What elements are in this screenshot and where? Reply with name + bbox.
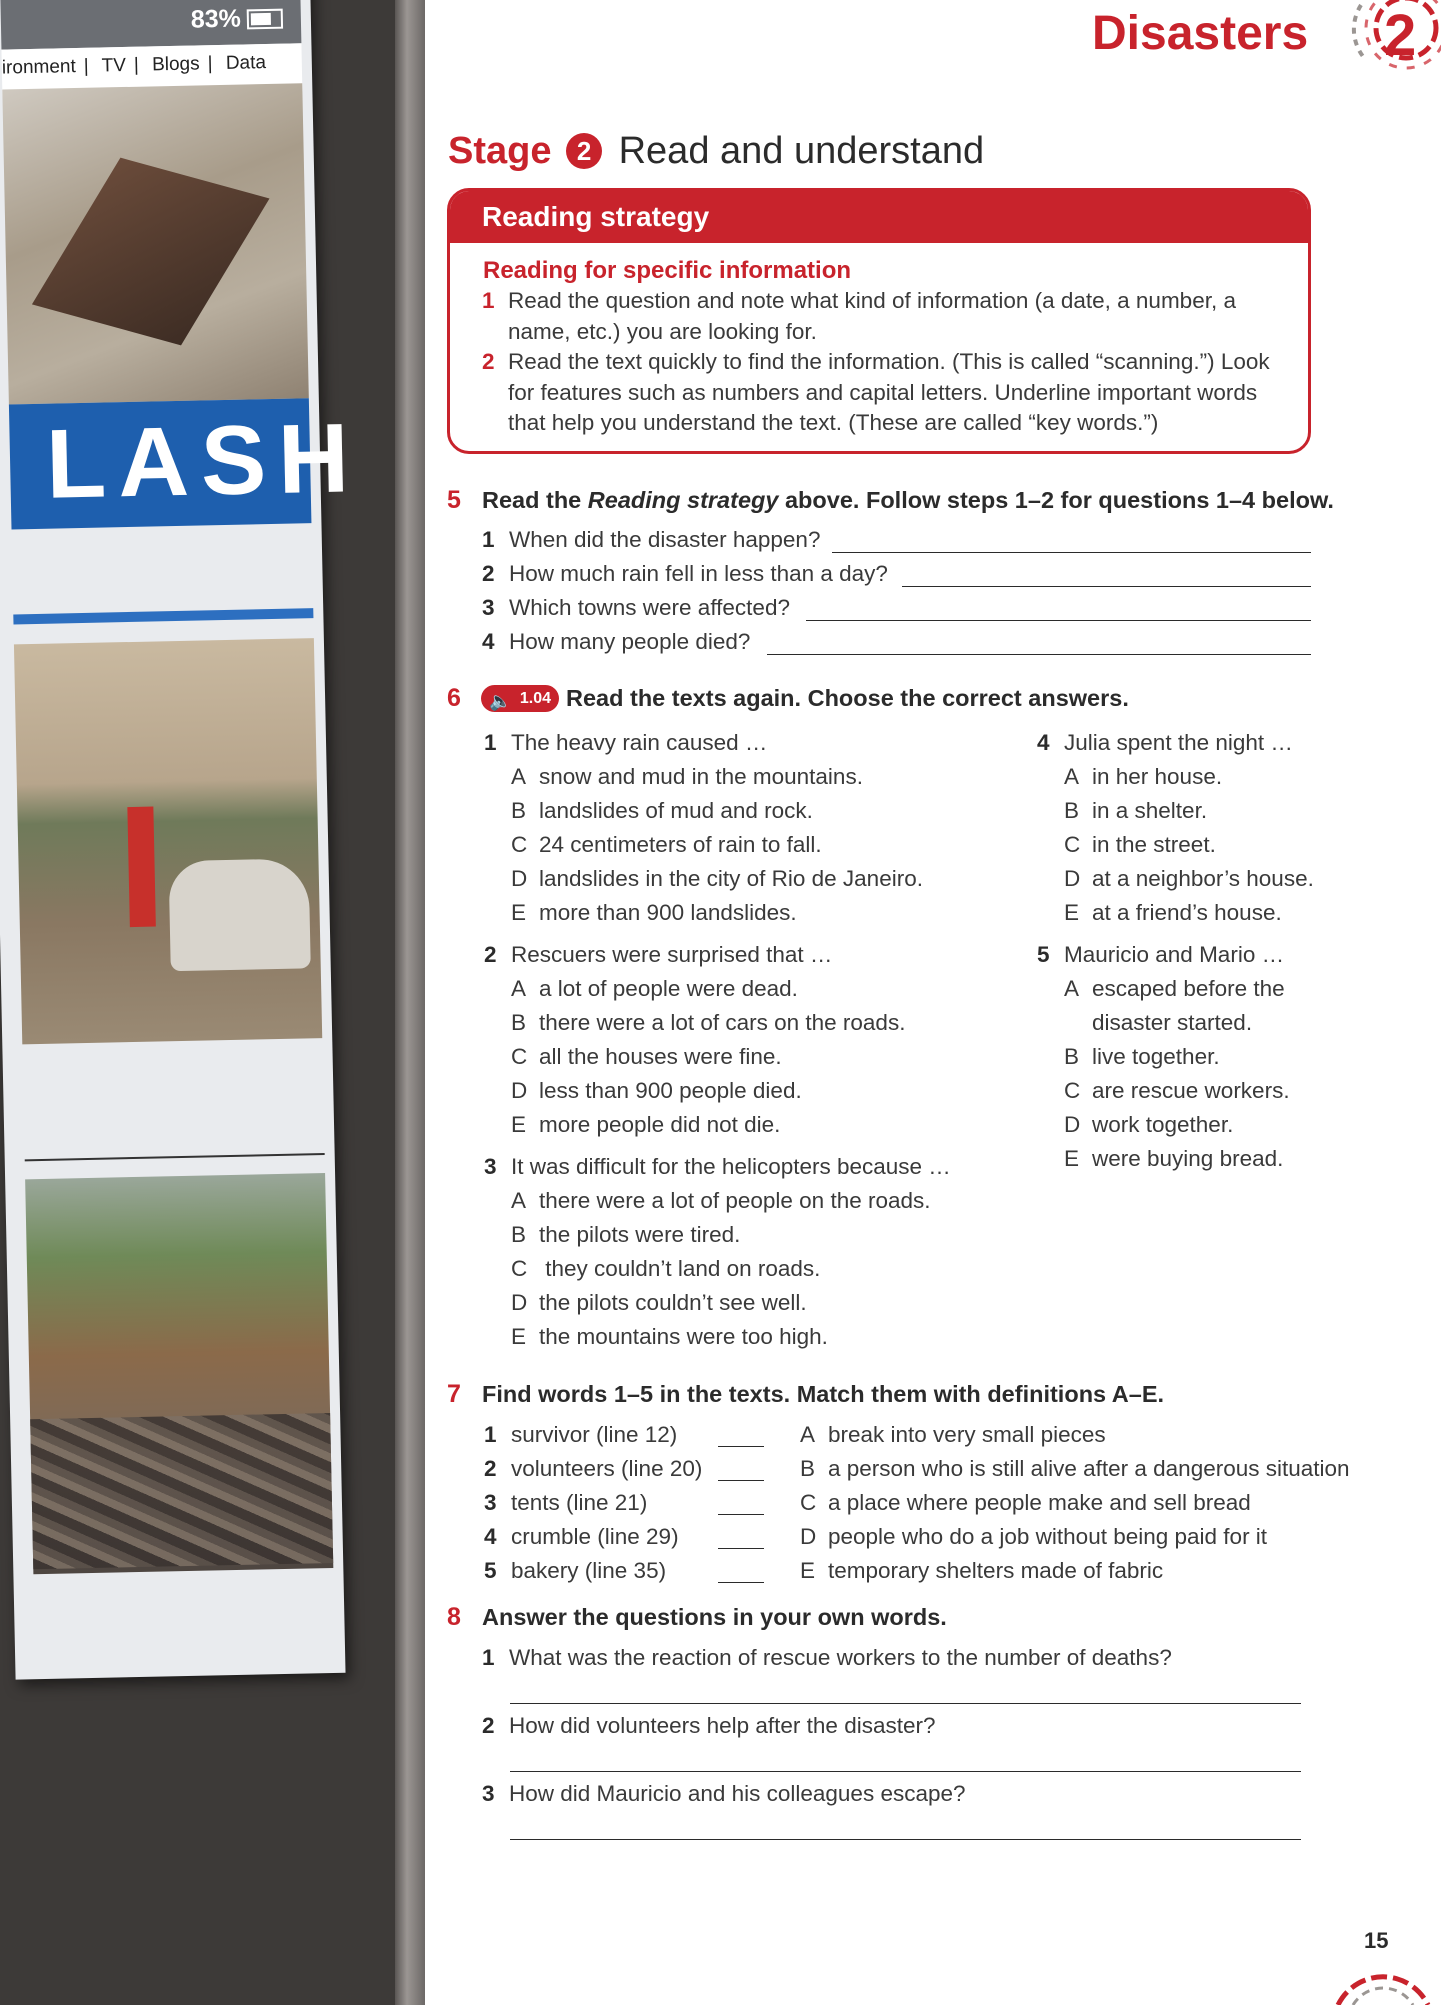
word-number: 4 xyxy=(484,1524,497,1549)
answer-option[interactable] xyxy=(511,900,797,926)
answer-option[interactable] xyxy=(1064,1112,1233,1138)
option-text: a lot of people were dead. xyxy=(539,976,798,1001)
word-text: survivor (line 12) xyxy=(511,1422,678,1447)
answer-option[interactable] xyxy=(1064,1010,1252,1036)
option-letter: B xyxy=(1064,1044,1080,1069)
answer-option[interactable] xyxy=(1064,900,1282,926)
answer-option[interactable] xyxy=(511,798,813,824)
answer-option[interactable] xyxy=(511,832,822,858)
question-number: 3 xyxy=(482,1781,495,1806)
battery-level: 83% xyxy=(190,4,242,34)
option-letter: C xyxy=(511,832,528,857)
option-letter: D xyxy=(1064,1112,1081,1137)
strategy-subtitle: Reading for specific information xyxy=(483,257,852,284)
option-text: the pilots were tired. xyxy=(539,1222,741,1247)
option-text: 24 centimeters of rain to fall. xyxy=(539,832,822,857)
question-number: 4 xyxy=(482,629,495,654)
option-letter: E xyxy=(511,900,527,925)
answer-option[interactable] xyxy=(1064,1044,1220,1070)
option-letter: E xyxy=(511,1324,527,1349)
answer-option[interactable] xyxy=(511,1222,740,1248)
exercise-number: 5 xyxy=(447,486,461,514)
question-text: Julia spent the night … xyxy=(1064,730,1293,755)
answer-option[interactable] xyxy=(511,1188,931,1214)
answer-option[interactable] xyxy=(1064,798,1207,824)
definition-letter: D xyxy=(800,1524,817,1549)
flooded-house-photo xyxy=(2,83,309,404)
match-definition xyxy=(800,1524,1267,1550)
option-letter: A xyxy=(511,764,527,789)
option-letter: E xyxy=(1064,1146,1080,1171)
question-text: The heavy rain caused … xyxy=(511,730,768,755)
answer-option[interactable] xyxy=(1064,976,1285,1002)
match-answer-blank[interactable] xyxy=(718,1446,764,1447)
answer-option[interactable] xyxy=(511,1290,807,1316)
match-definition xyxy=(800,1558,1163,1584)
option-letter: A xyxy=(511,976,527,1001)
answer-line[interactable] xyxy=(832,552,1311,553)
question-row xyxy=(482,527,820,553)
option-text: landslides of mud and rock. xyxy=(539,798,813,823)
option-text: are rescue workers. xyxy=(1092,1078,1290,1103)
exercise-number: 8 xyxy=(447,1603,461,1631)
question-number: 1 xyxy=(482,527,495,552)
stage-label: Stage xyxy=(448,130,552,172)
match-definition xyxy=(800,1422,1106,1448)
answer-line[interactable] xyxy=(510,1771,1301,1772)
match-answer-blank[interactable] xyxy=(718,1514,764,1515)
option-text: live together. xyxy=(1092,1044,1220,1069)
banner-text: LASH xyxy=(44,402,363,519)
question-number: 1 xyxy=(484,730,497,755)
answer-option[interactable] xyxy=(511,976,798,1002)
word-number: 1 xyxy=(484,1422,497,1447)
match-word xyxy=(484,1456,702,1482)
answer-option[interactable] xyxy=(511,866,923,892)
option-letter: C xyxy=(1064,832,1081,857)
question-number: 2 xyxy=(482,561,495,586)
definition-text: temporary shelters made of fabric xyxy=(828,1558,1164,1583)
question-row xyxy=(482,561,888,587)
option-letter: A xyxy=(1064,764,1080,789)
option-text: landslides in the city of Rio de Janeiro. xyxy=(539,866,923,891)
question-text: Rescuers were surprised that … xyxy=(511,942,833,967)
magazine-nav: ironment | TV | Blogs | Data xyxy=(1,43,302,97)
answer-option[interactable] xyxy=(511,1112,780,1138)
question-number: 5 xyxy=(1037,942,1050,967)
question-number: 2 xyxy=(484,942,497,967)
question-number: 3 xyxy=(482,595,495,620)
answer-option[interactable] xyxy=(1064,832,1216,858)
option-text: disaster started. xyxy=(1092,1010,1253,1035)
answer-line[interactable] xyxy=(510,1839,1301,1840)
unit-number: 2 xyxy=(1384,3,1417,68)
exercise-number: 6 xyxy=(447,684,461,712)
question-row xyxy=(482,1781,966,1807)
strategy-title: Reading strategy xyxy=(450,191,1308,243)
question-number: 2 xyxy=(482,1713,495,1738)
question-row xyxy=(482,595,790,621)
answer-line[interactable] xyxy=(902,586,1311,587)
word-number: 2 xyxy=(484,1456,497,1481)
option-letter: B xyxy=(511,1010,527,1035)
option-letter: B xyxy=(511,798,527,823)
nav-item: Blogs xyxy=(151,53,200,76)
answer-option[interactable] xyxy=(1064,764,1222,790)
book-spine xyxy=(395,0,425,2005)
unit-title: Disasters xyxy=(1092,7,1309,60)
question-stem xyxy=(1037,942,1284,968)
option-letter: C xyxy=(1064,1078,1081,1103)
tablet-status-bar xyxy=(0,0,301,50)
definition-letter: A xyxy=(800,1422,816,1447)
answer-option[interactable] xyxy=(1064,866,1314,892)
answer-option[interactable] xyxy=(511,1078,802,1104)
option-text: at a friend’s house. xyxy=(1092,900,1282,925)
question-row xyxy=(482,1713,936,1739)
exercise-instruction: Find words 1–5 in the texts. Match them with definitions A–E. xyxy=(482,1381,1165,1407)
question-text: How much rain fell in less than a day? xyxy=(509,561,888,586)
option-text: the mountains were too high. xyxy=(539,1324,828,1349)
battery-icon xyxy=(247,9,283,30)
divider xyxy=(25,1153,325,1161)
option-letter: E xyxy=(1064,900,1080,925)
match-definition xyxy=(800,1456,1350,1482)
question-text: What was the reaction of rescue workers to the number of deaths? xyxy=(509,1645,1172,1670)
answer-option[interactable] xyxy=(511,1044,782,1070)
match-word xyxy=(484,1422,677,1448)
question-number: 4 xyxy=(1037,730,1050,755)
reading-strategy-box xyxy=(447,188,1311,454)
magazine-photo xyxy=(0,0,425,2005)
match-word xyxy=(484,1490,647,1516)
option-text: there were a lot of people on the roads. xyxy=(539,1188,931,1213)
option-text: more people did not die. xyxy=(539,1112,781,1137)
option-text: escaped before the xyxy=(1092,976,1285,1001)
answer-option[interactable] xyxy=(1064,1146,1283,1172)
divider xyxy=(13,608,313,624)
question-stem xyxy=(484,1154,951,1180)
definition-letter: E xyxy=(800,1558,816,1583)
answer-line[interactable] xyxy=(806,620,1311,621)
option-text: at a neighbor’s house. xyxy=(1092,866,1314,891)
definition-text: people who do a job without being paid for it xyxy=(828,1524,1268,1549)
question-number: 1 xyxy=(482,1645,495,1670)
option-text: less than 900 people died. xyxy=(539,1078,802,1103)
option-letter: D xyxy=(511,1078,528,1103)
question-number: 3 xyxy=(484,1154,497,1179)
option-text: work together. xyxy=(1092,1112,1234,1137)
answer-line[interactable] xyxy=(510,1703,1301,1704)
question-stem xyxy=(484,730,767,756)
news-banner xyxy=(9,398,363,529)
option-letter: D xyxy=(511,866,528,891)
word-text: crumble (line 29) xyxy=(511,1524,679,1549)
page-number: 15 xyxy=(1364,1928,1389,1953)
word-number: 5 xyxy=(484,1558,497,1583)
exercise-instruction: Read the Reading strategy above. Follow steps 1–2 for questions 1–4 below. xyxy=(482,487,1334,513)
question-text: When did the disaster happen? xyxy=(509,527,821,552)
option-letter: D xyxy=(1064,866,1081,891)
answer-option[interactable] xyxy=(511,1324,828,1350)
definition-letter: B xyxy=(800,1456,816,1481)
option-letter: C xyxy=(511,1256,528,1281)
option-letter: D xyxy=(511,1290,528,1315)
definition-text: break into very small pieces xyxy=(828,1422,1106,1447)
word-text: volunteers (line 20) xyxy=(511,1456,703,1481)
speaker-icon: 🔈 xyxy=(489,691,512,711)
strategy-step: 2 Read the text quickly to find the information. (This is called “scanning.”) Look for features such as numbers and capital letters. Underline important words that help you understand the text. (These are called “key words.”) xyxy=(482,349,1270,435)
tablet-device xyxy=(0,0,363,1680)
option-letter: E xyxy=(511,1112,527,1137)
question-text: How did Mauricio and his colleagues escape? xyxy=(509,1781,966,1806)
question-stem xyxy=(1037,730,1293,756)
option-text: there were a lot of cars on the roads. xyxy=(539,1010,906,1035)
answer-option[interactable] xyxy=(1064,1078,1290,1104)
nav-item: TV xyxy=(101,54,127,77)
audio-track-button[interactable] xyxy=(481,685,559,712)
option-text: all the houses were fine. xyxy=(539,1044,782,1069)
nav-item: ironment xyxy=(1,56,76,79)
word-text: tents (line 21) xyxy=(511,1490,648,1515)
option-text: snow and mud in the mountains. xyxy=(539,764,863,789)
option-letter: A xyxy=(511,1188,527,1213)
question-text: How did volunteers help after the disaster? xyxy=(509,1713,936,1738)
question-stem xyxy=(484,942,832,968)
option-text: they couldn’t land on roads. xyxy=(539,1256,821,1281)
question-text: Mauricio and Mario … xyxy=(1064,942,1285,967)
option-letter: B xyxy=(1064,798,1080,823)
definition-text: a person who is still alive after a dangerous situation xyxy=(828,1456,1350,1481)
question-row xyxy=(482,1645,1172,1671)
exercise-instruction: Read the texts again. Choose the correct answers. xyxy=(566,685,1129,711)
definition-letter: C xyxy=(800,1490,817,1515)
option-text: were buying bread. xyxy=(1092,1146,1284,1171)
match-answer-blank[interactable] xyxy=(718,1548,764,1549)
option-letter: C xyxy=(511,1044,528,1069)
answer-option[interactable] xyxy=(511,1010,905,1036)
match-answer-blank[interactable] xyxy=(718,1582,764,1583)
option-text: in a shelter. xyxy=(1092,798,1208,823)
landslide-debris-photo xyxy=(25,1173,333,1574)
exercise-number: 7 xyxy=(447,1380,461,1408)
stage-title: Read and understand xyxy=(618,130,985,172)
question-text: It was difficult for the helicopters because … xyxy=(511,1154,951,1179)
exercise-instruction: Answer the questions in your own words. xyxy=(482,1604,947,1630)
question-row xyxy=(482,629,750,655)
match-definition xyxy=(800,1490,1251,1516)
option-text: more than 900 landslides. xyxy=(539,900,797,925)
option-text: in her house. xyxy=(1092,764,1223,789)
option-text: in the street. xyxy=(1092,832,1216,857)
word-text: bakery (line 35) xyxy=(511,1558,667,1583)
corner-decoration-icon xyxy=(1328,1960,1438,2005)
match-answer-blank[interactable] xyxy=(718,1480,764,1481)
option-text: the pilots couldn’t see well. xyxy=(539,1290,807,1315)
nav-item: Data xyxy=(225,52,267,74)
word-number: 3 xyxy=(484,1490,497,1515)
match-word xyxy=(484,1524,679,1550)
mudslide-street-photo xyxy=(14,638,322,1044)
answer-option[interactable] xyxy=(511,1256,820,1282)
question-text: How many people died? xyxy=(509,629,751,654)
answer-line[interactable] xyxy=(767,654,1311,655)
definition-text: a place where people make and sell bread xyxy=(828,1490,1251,1515)
option-letter: B xyxy=(511,1222,527,1247)
stage-number: 2 xyxy=(566,133,602,169)
option-letter: A xyxy=(1064,976,1080,1001)
audio-track-number: 1.04 xyxy=(519,690,551,707)
answer-option[interactable] xyxy=(511,764,863,790)
question-text: Which towns were affected? xyxy=(509,595,790,620)
strategy-step: 1 Read the question and note what kind of information (a date, a number, a name, etc.) you are looking for. xyxy=(482,288,1236,344)
match-word xyxy=(484,1558,666,1584)
stage-heading xyxy=(448,130,984,173)
